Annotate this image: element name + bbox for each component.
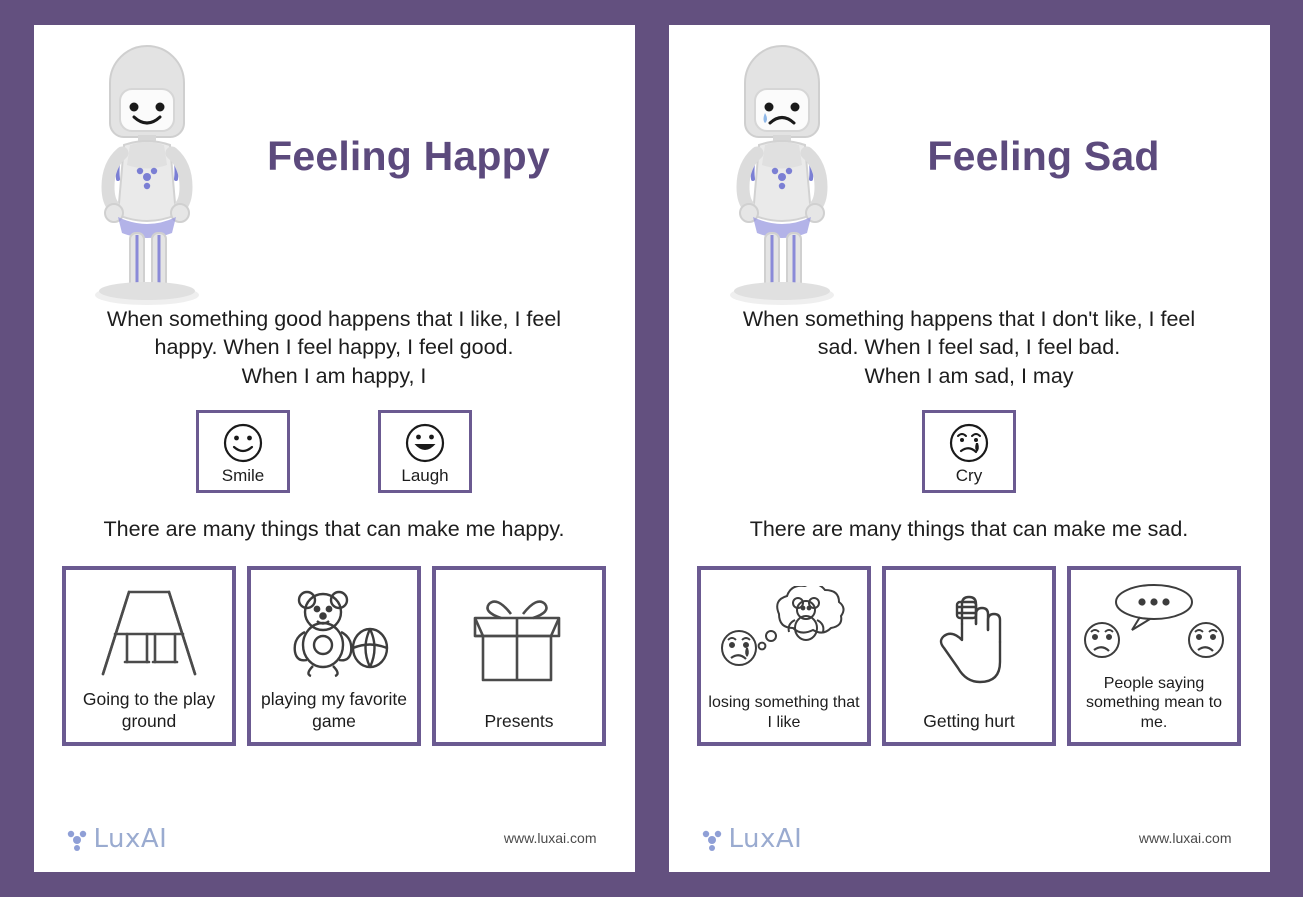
lost-teddy-thought-icon <box>701 570 867 693</box>
symbol-label: Cry <box>955 466 983 486</box>
symbol-label: Smile <box>221 466 265 486</box>
intro-line: When I am happy, I <box>241 363 427 388</box>
brand-name: LuxAI <box>728 824 803 854</box>
intro-line: When something good happens that I like, I feel <box>106 307 562 331</box>
page-title: Feeling Happy <box>267 133 550 179</box>
brand-logo <box>64 826 168 852</box>
card-footer <box>669 814 1270 854</box>
symbol-card-cry <box>922 410 1016 493</box>
activity-box <box>247 566 421 746</box>
symbol-card-laugh <box>378 410 472 493</box>
bandaged-finger-icon <box>886 570 1052 711</box>
activity-label: People saying something mean to me. <box>1085 674 1223 731</box>
midline-text: There are many things that can make me happy. <box>103 517 565 542</box>
activity-box <box>62 566 236 746</box>
luxai-mark-icon <box>64 826 90 852</box>
intro-paragraph <box>695 305 1244 390</box>
page-title: Feeling Sad <box>927 133 1160 179</box>
intro-line: sad. When I feel sad, I feel bad. <box>817 335 1121 360</box>
activity-box <box>697 566 871 746</box>
card-header <box>34 25 635 305</box>
luxai-mark-icon <box>699 826 725 852</box>
intro-paragraph <box>60 305 609 390</box>
activity-box-row <box>34 566 635 746</box>
activity-box-row <box>669 566 1270 746</box>
intro-line: When I am sad, I may <box>864 363 1074 388</box>
smiley-laugh-icon <box>383 421 467 467</box>
card-header <box>669 25 1270 305</box>
teddy-bear-ball-icon <box>251 570 417 689</box>
smiley-smile-icon <box>201 421 285 467</box>
activity-box <box>882 566 1056 746</box>
smiley-cry-icon <box>927 421 1011 467</box>
midline-text: There are many things that can make me sad. <box>749 517 1189 542</box>
website-url: www.luxai.com <box>1138 830 1232 846</box>
activity-box <box>432 566 606 746</box>
activity-box <box>1067 566 1241 746</box>
symbol-row <box>34 410 635 493</box>
website-url: www.luxai.com <box>503 830 597 846</box>
gift-present-icon <box>436 570 602 711</box>
brand-name: LuxAI <box>93 824 168 854</box>
activity-label: playing my favorite game <box>261 689 407 731</box>
swing-set-icon <box>66 570 232 689</box>
robot-happy-illustration <box>72 37 222 309</box>
brand-logo <box>699 826 803 852</box>
symbol-row <box>669 410 1270 493</box>
mean-words-speech-icon <box>1071 570 1237 673</box>
robot-sad-illustration <box>707 37 857 309</box>
activity-label: Presents <box>484 710 554 731</box>
activity-label: losing something that I like <box>708 694 860 731</box>
symbol-label: Laugh <box>401 466 449 486</box>
symbol-card-smile <box>196 410 290 493</box>
card-footer <box>34 814 635 854</box>
card-feeling-happy <box>34 25 635 872</box>
intro-line: When something happens that I don't like, I feel <box>742 307 1196 331</box>
intro-line: happy. When I feel happy, I feel good. <box>154 335 514 360</box>
activity-label: Getting hurt <box>923 710 1015 731</box>
activity-label: Going to the play ground <box>82 689 216 731</box>
card-feeling-sad <box>669 25 1270 872</box>
